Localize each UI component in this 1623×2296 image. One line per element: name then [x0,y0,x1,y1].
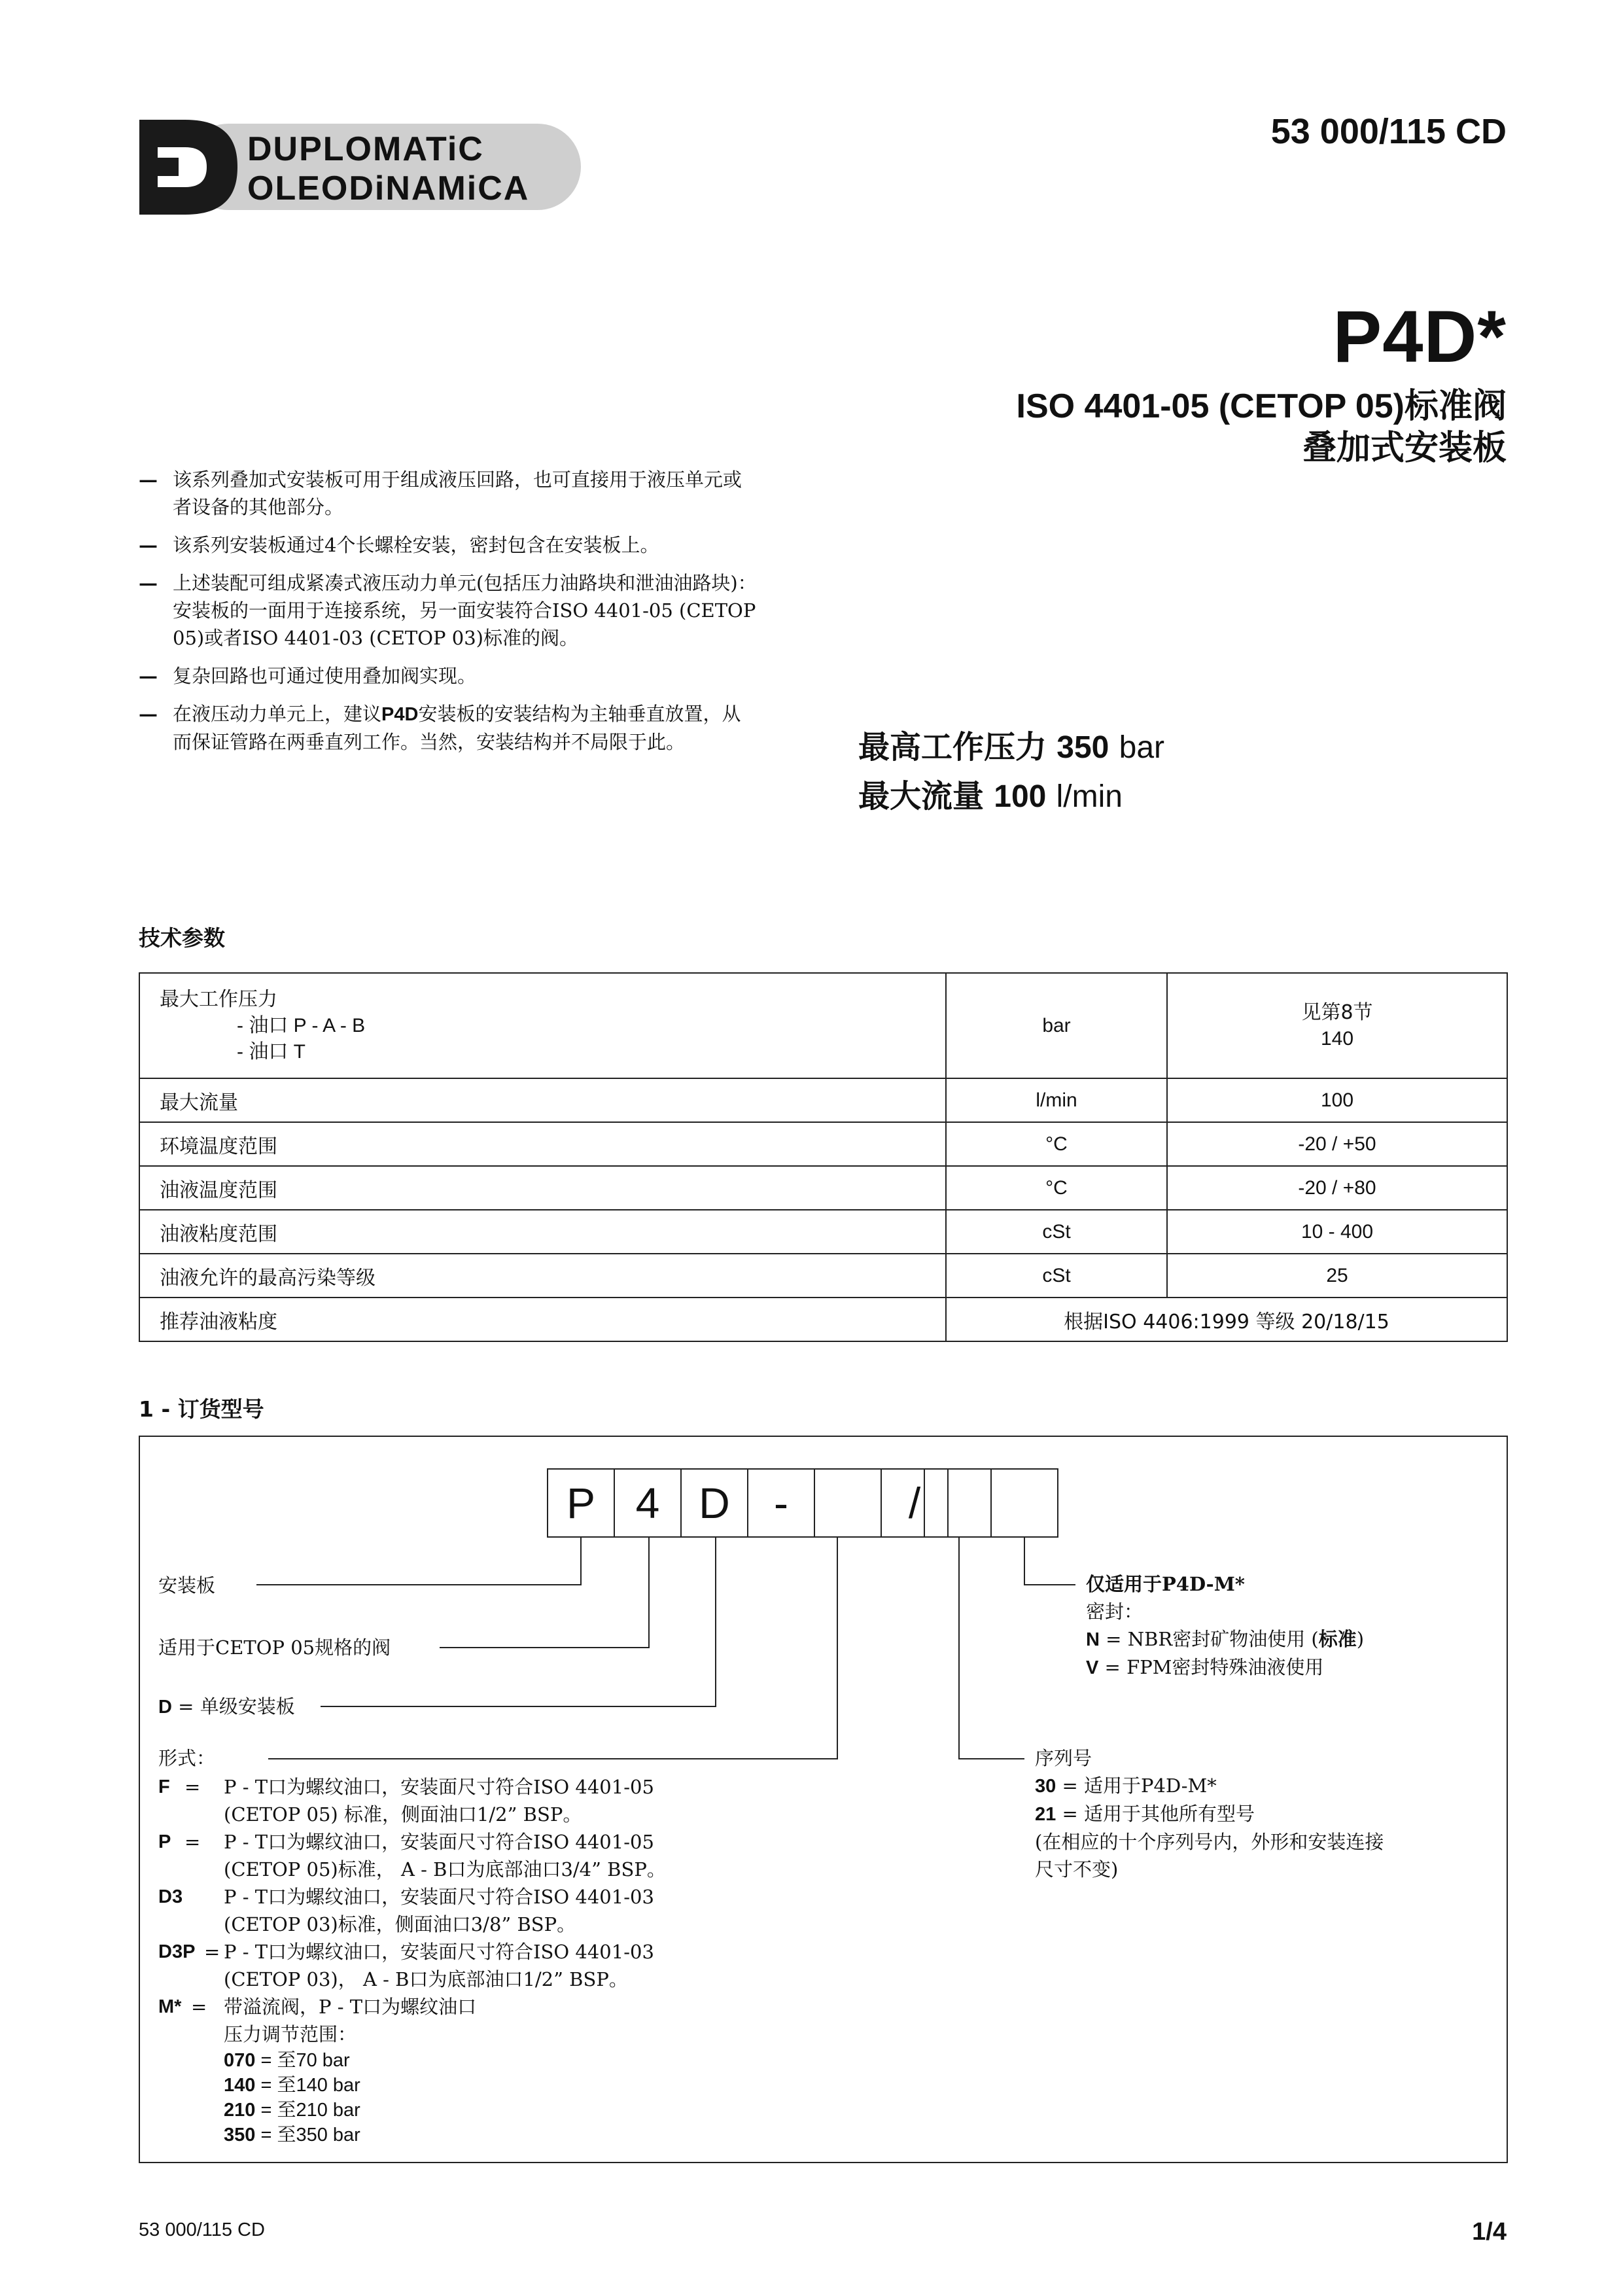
form-option-m [158,1993,747,2048]
value-p-a-b: 见第8节 [1301,1000,1373,1024]
pressure-option [224,2073,747,2098]
bullet-dash: — [139,572,158,594]
d-key: D [158,1697,172,1718]
form-option-d3p [158,1938,747,1993]
spec-value: 350 [1056,730,1109,765]
form-options [158,1773,747,2147]
table-cell-value: 10 - 400 [1167,1210,1507,1254]
form-eq: = [191,1996,207,2018]
product-subtitle-standard: ISO 4401-05 (CETOP 05)标准阀 [1016,387,1507,425]
serial-key: 30 [1035,1776,1056,1797]
pressure-option [224,2098,747,2123]
seal-option-n [1086,1625,1505,1653]
pressure-key: 210 [224,2100,256,2121]
table-cell-value: 25 [1167,1254,1507,1298]
spec-label: 最大流量 [858,778,985,815]
code-cell: - [747,1468,815,1538]
pressure-text: = 至70 bar [255,2050,350,2071]
code-cell: P [547,1468,615,1538]
form-eq: = [204,1941,220,1963]
serial-note: 尺寸不变) [1035,1858,1119,1881]
label-d-option [158,1693,295,1721]
table-cell-unit: °C [946,1166,1167,1210]
table-cell-value: 根据ISO 4406:1999 等级 20/18/15 [946,1298,1507,1341]
table-cell-name: 油液温度范围 [139,1166,946,1210]
row-name: 最大工作压力 [160,987,277,1011]
table-cell-unit: bar [946,973,1167,1078]
d-text: = 单级安装板 [171,1695,295,1718]
logo-line2: OLEODiNAMiCA [247,169,530,207]
table-cell-value: -20 / +80 [1167,1166,1507,1210]
order-section-title: 1 - 订货型号 [139,1396,264,1422]
product-subtitle-type: 叠加式安装板 [1302,429,1507,468]
form-line2: 压力调节范围： [224,2023,357,2045]
feature-text: 该系列安装板通过4个长螺栓安装，密封包含在安装板上。 [173,534,659,556]
spec-value: 100 [994,779,1047,814]
table-cell-unit: l/min [946,1078,1167,1122]
form-line2: (CETOP 05) 标准，侧面油口1/2” BSP。 [224,1803,582,1826]
code-cell: 4 [614,1468,682,1538]
form-line2: (CETOP 05)标准， A - B口为底部油口3/4” BSP。 [224,1858,666,1881]
seal-option-v [1086,1653,1505,1682]
label-form-title: 形式： [158,1747,216,1769]
seal-text: = NBR密封矿物油使用 ( [1099,1628,1319,1650]
feature-text-pre: 在液压动力单元上，建议 [173,703,382,725]
feature-text: 复杂回路也可通过使用叠加阀实现。 [173,665,477,687]
pressure-text: = 至210 bar [255,2100,360,2121]
seal-title: 密封： [1086,1600,1143,1623]
pressure-text: = 至350 bar [255,2125,360,2146]
seal-text-end: ) [1356,1628,1365,1650]
feature-text: 上述装配可组成紧凑式液压动力单元(包括压力油路块和泄油油路块)：安装板的一面用于连接系统，另一面安装符合ISO 4401-05 (CETOP 05)或者ISO 4401-03 (CETOP 03)标准的阀。 [173,572,757,649]
feature-text-post: 安装板的安装结构为主轴垂直放置，从而保证管路在两垂直列工作。当然，安装结构并不局限于此。 [173,703,741,753]
label-cetop05: 适用于CETOP 05规格的阀 [158,1636,391,1659]
serial-option-21 [1035,1800,1493,1828]
bullet-dash: — [139,665,158,687]
value-t: 140 [1320,1027,1354,1050]
form-line1: P - T口为螺纹油口，安装面尺寸符合ISO 4401-05 [224,1831,654,1853]
seal-key: V [1086,1657,1099,1678]
serial-options [1035,1744,1493,1883]
table-cell-name: 油液粘度范围 [139,1210,946,1254]
logo-line1: DUPLOMATiC [247,130,484,168]
row-sub-p-a-b: - 油口 P - A - B [237,1014,366,1036]
form-line1: P - T口为螺纹油口，安装面尺寸符合ISO 4401-03 [224,1941,654,1963]
seal-standard: 标准 [1318,1629,1357,1650]
feature-text: 该系列叠加式安装板可用于组成液压回路，也可直接用于液压单元或者设备的其他部分。 [173,468,742,518]
spec-unit: bar [1119,730,1165,765]
seal-key: N [1086,1629,1100,1650]
form-option-p [158,1828,747,1883]
form-key: F [158,1776,170,1797]
table-cell-value: -20 / +50 [1167,1122,1507,1166]
form-eq: = [184,1776,201,1798]
serial-text: = 适用于P4D-M* [1056,1775,1217,1797]
form-option-f [158,1773,747,1828]
bullet-dash: — [139,468,158,491]
serial-option-30 [1035,1772,1493,1800]
bullet-dash: — [139,703,158,725]
footer-document-code: 53 000/115 CD [139,2219,265,2240]
table-cell-name: 油液允许的最高污染等级 [139,1254,946,1298]
seal-text: = FPM密封特殊油液使用 [1098,1656,1324,1678]
pressure-key: 350 [224,2125,256,2146]
table-cell-unit: °C [946,1122,1167,1166]
spec-label: 最高工作压力 [858,729,1047,766]
code-cell: / [881,1468,949,1538]
spec-unit: l/min [1056,779,1123,814]
form-line2: (CETOP 03)标准，侧面油口3/8” BSP。 [224,1913,576,1935]
feature-text-bold: P4D [381,704,419,725]
code-cell: D [680,1468,748,1538]
bullet-dash: — [139,534,158,556]
document-code: 53 000/115 CD [1270,112,1507,151]
m-only-note: 仅适用于P4D-M* [1086,1573,1245,1595]
form-line1: P - T口为螺纹油口，安装面尺寸符合ISO 4401-03 [224,1886,654,1908]
serial-title: 序列号 [1035,1747,1092,1769]
table-cell-name: 最大流量 [139,1078,946,1122]
pressure-key: 140 [224,2075,256,2096]
form-key: D3P [158,1941,196,1962]
table-cell-value: 100 [1167,1078,1507,1122]
form-option-d3 [158,1883,747,1938]
table-cell-unit: cSt [946,1210,1167,1254]
form-eq: = [184,1831,201,1853]
form-key: D3 [158,1886,183,1907]
serial-note: (在相应的十个序列号内，外形和安装连接 [1035,1831,1384,1853]
pressure-option [224,2048,747,2073]
serial-text: = 适用于其他所有型号 [1056,1803,1255,1825]
form-key: M* [158,1996,182,2017]
table-cell-name: 环境温度范围 [139,1122,946,1166]
form-key: P [158,1831,171,1852]
pressure-key: 070 [224,2050,256,2071]
seal-options [1086,1570,1505,1682]
page-number: 1/4 [1472,2218,1507,2246]
form-line1: P - T口为螺纹油口，安装面尺寸符合ISO 4401-05 [224,1776,654,1798]
pressure-option [224,2123,747,2147]
label-mounting-plate: 安装板 [158,1574,216,1597]
pressure-ranges [158,2048,747,2147]
form-line2: (CETOP 03)， A - B口为底部油口1/2” BSP。 [224,1968,628,1990]
row-sub-t: - 油口 T [237,1040,305,1063]
tech-section-title: 技术参数 [139,925,225,951]
table-cell-name: 推荐油液粘度 [139,1298,946,1341]
pressure-text: = 至140 bar [255,2075,360,2096]
table-cell-unit: cSt [946,1254,1167,1298]
product-title: P4D* [1333,296,1507,378]
serial-key: 21 [1035,1804,1056,1825]
form-line1: 带溢流阀，P - T口为螺纹油口 [224,1996,477,2018]
